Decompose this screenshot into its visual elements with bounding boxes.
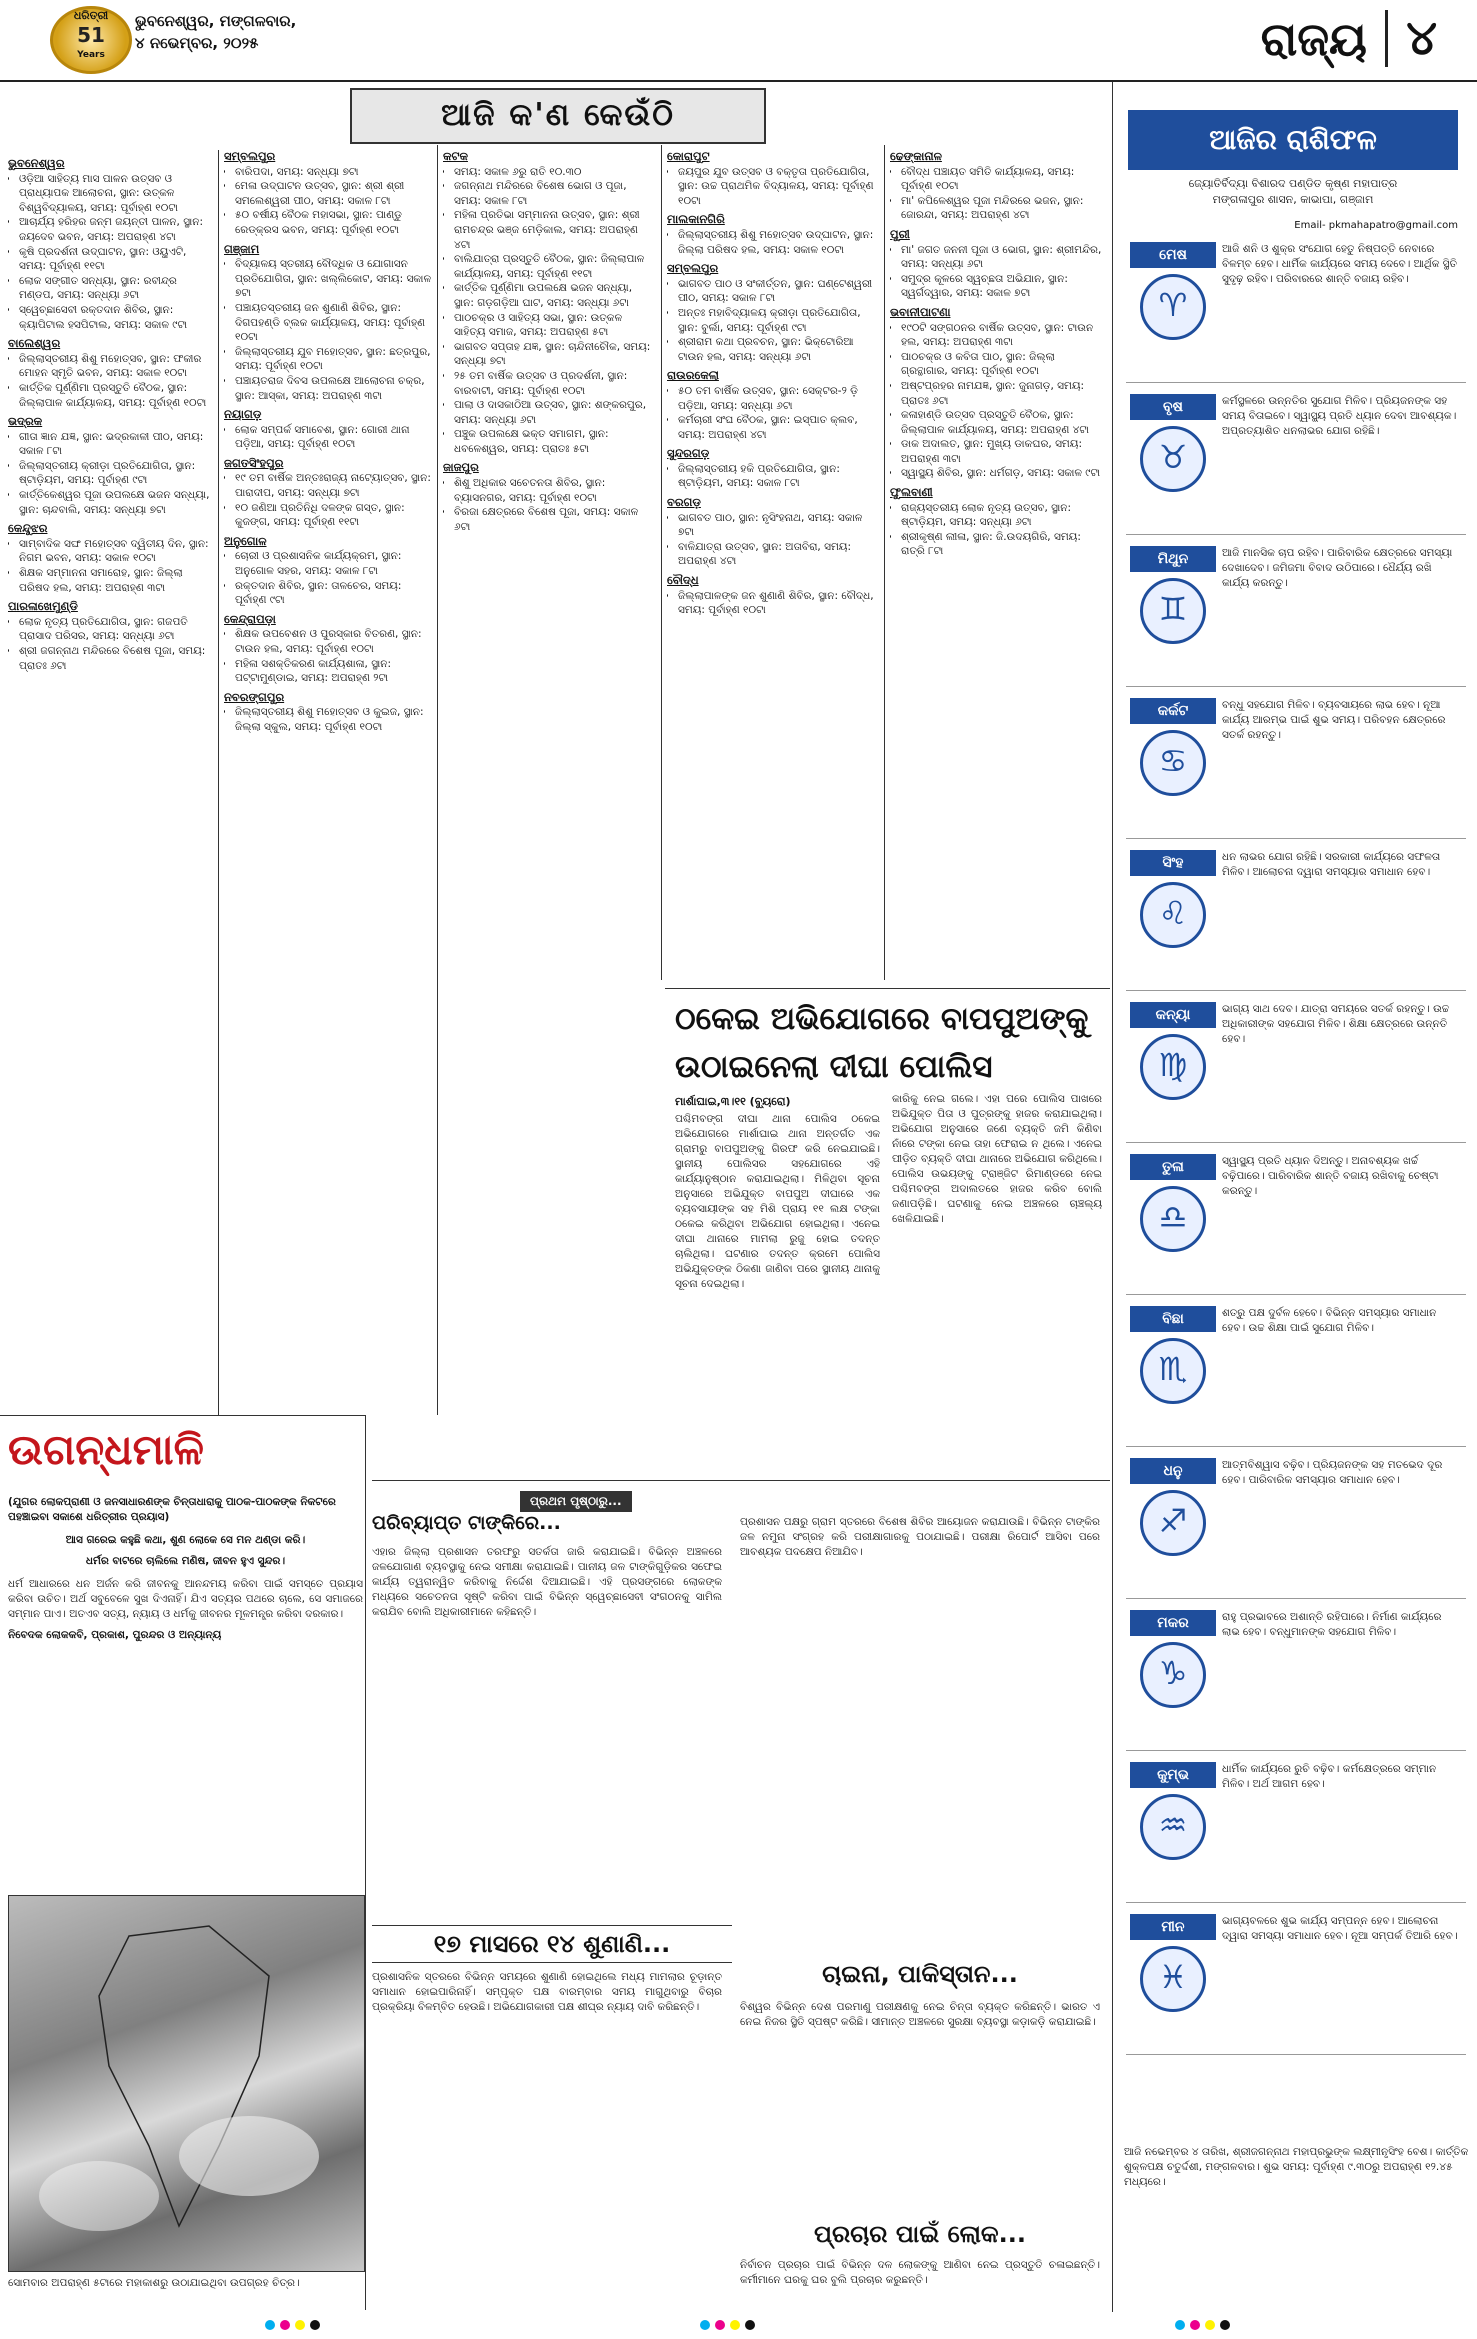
sign-prediction: ଆତ୍ମବିଶ୍ୱାସ ବଢ଼ିବ। ପ୍ରିୟଜନଙ୍କ ସହ ମତଭେଦ ଦୂର ହେବ। ପାରିବାରିକ ସମସ୍ୟାର ସମାଧାନ ହେବ। bbox=[1222, 1459, 1443, 1486]
event-item: • ବୌଦ୍ଧ ପଞ୍ଚାୟତ ସମିତି କାର୍ଯ୍ୟାଳୟ, ସମୟ: ପୂର୍ବାହ୍ଣ ୧୦ଟା bbox=[901, 165, 1102, 194]
sign-prediction: ରାହୁ ପ୍ରଭାବରେ ଅଶାନ୍ତି ରହିପାରେ। ନିର୍ମାଣ କାର୍ଯ୍ୟରେ ଲାଭ ହେବ। ବନ୍ଧୁମାନଙ୍କ ସହଯୋଗ ମିଳିବ। bbox=[1222, 1611, 1442, 1638]
event-item: • କାର୍ତ୍ତିକ ପୂର୍ଣ୍ଣିମା ଉପଲକ୍ଷେ ଭଜନ ସନ୍ଧ୍ୟା, ସ୍ଥାନ: ଗଡ଼ଗଡ଼ିଆ ଘାଟ, ସମୟ: ସନ୍ଧ୍ୟା ୬ଟା bbox=[454, 281, 655, 310]
section-title: ରାଜ୍ୟ bbox=[1260, 12, 1367, 66]
event-item: • ପଞ୍ଚାୟତରାଜ ଦିବସ ଉପଲକ୍ଷେ ଆଲୋଚନା ଚକ୍ର, ସ୍ଥାନ: ଆସ୍କା, ସମୟ: ଅପରାହ୍ଣ ୩ଟା bbox=[235, 374, 432, 403]
horoscope-sign-block bbox=[1126, 236, 1466, 383]
event-item: • କାର୍ତ୍ତିକେଶ୍ୱର ପୂଜା ଉପଲକ୍ଷେ ଭଜନ ସନ୍ଧ୍ୟା, ସ୍ଥାନ: ଚାନ୍ଦବାଲି, ସମୟ: ସନ୍ଧ୍ୟା ୭ଟା bbox=[19, 488, 213, 517]
event-item: • ସମୁଦ୍ର କୂଳରେ ସ୍ୱଚ୍ଛତା ଅଭିଯାନ, ସ୍ଥାନ: ସ୍ୱର୍ଗଦ୍ୱାର, ସମୟ: ସକାଳ ୭ଟା bbox=[901, 272, 1102, 301]
event-place-heading: ଢେଙ୍କାନାଳ bbox=[890, 149, 942, 163]
quote-verse-1: ଆସ ଗରେଇ କହୁଛି କଥା, ଶୁଣ ଲୋକେ ସେ ମନ ଥଣ୍ଡା କରି। bbox=[65, 1534, 306, 1546]
event-item: • ଶିକ୍ଷକ ସମ୍ମାନନା ସମାରୋହ, ସ୍ଥାନ: ଜିଲ୍ଲା ପରିଷଦ ହଲ, ସମୟ: ଅପରାହ୍ଣ ୩ଟା bbox=[19, 566, 213, 595]
story-dateline: ମାର୍ଶାଘାଇ,୩।୧୧ (ବ୍ୟୁରୋ) bbox=[675, 1095, 791, 1108]
event-place-heading: ସମ୍ବଲପୁର bbox=[667, 261, 719, 276]
event-list bbox=[667, 277, 879, 365]
continued-column-1: ଏହାର ଜିଲ୍ଲା ପ୍ରଶାସନ ତରଫରୁ ସତର୍କତା ଜାରି କରାଯାଇଛି। ବିଭିନ୍ନ ଅଞ୍ଚଳରେ ଜଳଯୋଗାଣ ବ୍ୟବସ୍ଥାକୁ ନେଇ ସମୀକ୍ଷା କରାଯାଇଛି। ପାନୀୟ ଜଳ ଟାଙ୍କିଗୁଡ଼ିକର ସଫେଇ କାର୍ଯ୍ୟ ତ୍ୱରାନ୍ୱିତ କରିବାକୁ ନିର୍ଦ୍ଦେଶ ଦିଆଯାଇଛି। ଏହି ପ୍ରସଙ୍ଗରେ ଲୋକଙ୍କ ମଧ୍ୟରେ ସଚେତନତା ସୃଷ୍ଟି କରିବା ପାଇଁ ବିଭିନ୍ନ ସ୍ୱେଚ୍ଛାସେବୀ ସଂଗଠନକୁ ସାମିଲ କରାଯିବ ବୋଲି ଅଧିକାରୀମାନେ କହିଛନ୍ତି। bbox=[372, 1546, 722, 1618]
sign-name: ବିଛା bbox=[1130, 1306, 1216, 1332]
sign-prediction: ବନ୍ଧୁ ସହଯୋଗ ମିଳିବ। ବ୍ୟବସାୟରେ ଲାଭ ହେବ। ନୂଆ କାର୍ଯ୍ୟ ଆରମ୍ଭ ପାଇଁ ଶୁଭ ସମୟ। ପରିବହନ କ୍ଷେତ୍ରରେ ସତର୍କ ରହନ୍ତୁ। bbox=[1222, 699, 1446, 741]
zodiac-icon: ♎ bbox=[1140, 1186, 1206, 1252]
event-item: • ବାଳିଯାତ୍ରା ଉତ୍ସବ, ସ୍ଥାନ: ଅତାବିରା, ସମୟ: ଅପରାହ୍ଣ ୪ଟା bbox=[678, 540, 879, 569]
event-item: • ମେଳା ଉଦ୍‌ଘାଟନ ଉତ୍ସବ, ସ୍ଥାନ: ଶ୍ରୀ ଶ୍ରୀ ସମଲେଶ୍ୱରୀ ପୀଠ, ସମୟ: ସକାଳ ୮ଟା bbox=[235, 179, 432, 208]
event-item: • ମହିଳା ସଶକ୍ତିକରଣ କାର୍ଯ୍ୟଶାଳା, ସ୍ଥାନ: ପଟ୍ଟାମୁଣ୍ଡାଇ, ସମୟ: ଅପରାହ୍ଣ ୨ଟା bbox=[235, 657, 432, 686]
zodiac-icon: ♏ bbox=[1140, 1338, 1206, 1404]
event-item: • ବିଦ୍ୟାଳୟ ସ୍ତରୀୟ ବୌଦ୍ଧିକ ଓ ଯୋଗାସନ ପ୍ରତିଯୋଗିତା, ସ୍ଥାନ: ଖଲ୍ଲିକୋଟ, ସମୟ: ସକାଳ ୭ଟା bbox=[235, 257, 432, 301]
event-list bbox=[8, 172, 213, 333]
events-column-4 bbox=[667, 145, 879, 980]
event-item: • ସ୍ୱାସ୍ଥ୍ୟ ଶିବିର, ସ୍ଥାନ: ଧର୍ମଗଡ଼, ସମୟ: ସକାଳ ୯ଟା bbox=[901, 466, 1102, 481]
zodiac-icon: ♑ bbox=[1140, 1642, 1206, 1708]
horoscope-sign-block bbox=[1126, 996, 1466, 1143]
event-item: • ୫୦ ବର୍ଷୀୟ ବୈଠକ ମହାସଭା, ସ୍ଥାନ: ପାଣ୍ଡୁ ରେଡ୍‌କ୍ରସ ଭବନ, ସମୟ: ପୂର୍ବାହ୍ଣ ୧୦ଟା bbox=[235, 208, 432, 237]
quote-verse-2: ଧର୍ମର ବାଟରେ ଚାଲିଲେ ମଣିଷ, ଜୀବନ ହୁଏ ସୁନ୍ଦର। bbox=[85, 1555, 286, 1567]
horoscope-sign-block bbox=[1126, 844, 1466, 991]
hearings-text: ପ୍ରଶାସନିକ ସ୍ତରରେ ବିଭିନ୍ନ ସମୟରେ ଶୁଣାଣି ହୋଇଥିଲେ ମଧ୍ୟ ମାମଲାର ଚୂଡ଼ାନ୍ତ ସମାଧାନ ହୋଇପାରିନାହିଁ। ସମ୍ପୃକ୍ତ ପକ୍ଷ ବାରମ୍ବାର ସମୟ ମାଗୁଥିବାରୁ ବିଚାର ପ୍ରକ୍ରିୟା ବିଳମ୍ବିତ ହେଉଛି। ଅଭିଯୋଗକାରୀ ପକ୍ଷ ଶୀଘ୍ର ନ୍ୟାୟ ଦାବି କରିଛନ୍ତି। bbox=[372, 1971, 722, 2013]
event-item: • ବିରଜା କ୍ଷେତ୍ରରେ ବିଶେଷ ପୂଜା, ସମୟ: ସକାଳ ୬ଟା bbox=[454, 505, 655, 534]
event-item: • ଜିଲ୍ଲାସ୍ତରୀୟ ଯୁବ ମହୋତ୍ସବ, ସ୍ଥାନ: ଛତ୍ରପୁର, ସମୟ: ପୂର୍ବାହ୍ଣ ୧୦ଟା bbox=[235, 345, 432, 374]
event-list bbox=[8, 537, 213, 595]
event-item: • ଶ୍ରୀ ଜଗନ୍ନାଥ ମନ୍ଦିରରେ ବିଶେଷ ପୂଜା, ସମୟ: ପ୍ରାତଃ ୬ଟା bbox=[19, 644, 213, 673]
event-list bbox=[667, 165, 879, 209]
zodiac-icon: ♐ bbox=[1140, 1490, 1206, 1556]
event-place-heading: ଭୁବନେଶ୍ୱର bbox=[8, 156, 65, 170]
logo-name: ଧରିତ୍ରୀ bbox=[73, 9, 109, 22]
zodiac-icon: ♓ bbox=[1140, 1946, 1206, 2012]
event-item: • ଜିଲ୍ଲାପାଳଙ୍କ ଜନ ଶୁଣାଣି ଶିବିର, ସ୍ଥାନ: ବୌଦ୍ଧ, ସମୟ: ପୂର୍ବାହ୍ଣ ୧୦ଟା bbox=[678, 589, 879, 618]
today-events-banner: ଆଜି କ'ଣ କେଉଁଠି bbox=[350, 88, 766, 144]
quote-text: ଧର୍ମ ଆଧାରରେ ଧନ ଅର୍ଜନ କରି ଜୀବନକୁ ଆନନ୍ଦମୟ କରିବା ପାଇଁ ସମସ୍ତେ ପ୍ରୟାସ କରିବା ଉଚିତ। ଅର୍ଥ ସବୁବେଳେ ସୁଖ ଦିଏନାହିଁ। ଯିଏ ସତ୍ୟର ପଥରେ ଚାଲେ, ସେ ସମାଜରେ ସମ୍ମାନ ପାଏ। ଅତଏବ ସତ୍ୟ, ନ୍ୟାୟ ଓ ଧର୍ମକୁ ଜୀବନର ମୂଳମନ୍ତ୍ର କରିବା ଦରକାର। bbox=[8, 1578, 363, 1620]
event-place-heading: ଅନୁଗୋଳ bbox=[224, 533, 267, 548]
event-item: • ଜୟପୁର ଯୁବ ଉତ୍ସବ ଓ ବକ୍ତୃତା ପ୍ରତିଯୋଗିତା, ସ୍ଥାନ: ଉଚ୍ଚ ପ୍ରାଥମିକ ବିଦ୍ୟାଳୟ, ସମୟ: ପୂର୍ବାହ୍ଣ ୧୦ଟା bbox=[678, 165, 879, 209]
event-list bbox=[224, 705, 432, 734]
page-number: ୪ bbox=[1385, 10, 1437, 67]
event-place-heading: ମାଲକାନଗିରି bbox=[667, 212, 725, 227]
event-item: • ଜିଲ୍ଲାସ୍ତରୀୟ ଶିଶୁ ମହୋତ୍ସବ ଉଦ୍‌ଘାଟନ, ସ୍ଥାନ: ଜିଲ୍ଲା ପରିଷଦ ହଲ, ସମୟ: ସକାଳ ୧୦ଟା bbox=[678, 228, 879, 257]
horoscope-sign-block bbox=[1126, 1908, 1466, 2055]
event-list bbox=[443, 476, 655, 534]
date-line-2: ୪ ନଭେମ୍ବର, ୨୦୨୫ bbox=[135, 34, 259, 52]
event-place-heading: ପୁରୀ bbox=[890, 226, 910, 241]
anniversary-logo bbox=[50, 6, 132, 74]
event-list bbox=[667, 228, 879, 257]
event-list bbox=[224, 257, 432, 403]
events-column-5 bbox=[890, 145, 1102, 980]
event-list bbox=[667, 511, 879, 569]
event-place-heading: ନୟାଗଡ଼ bbox=[224, 407, 262, 422]
event-item: • ଗୀତା ଜ୍ଞାନ ଯଜ୍ଞ, ସ୍ଥାନ: ଭଦ୍ରକାଳୀ ପୀଠ, ସମୟ: ସକାଳ ୮ଟା bbox=[19, 430, 213, 459]
horoscope-sign-block bbox=[1126, 540, 1466, 687]
sign-name: ମେଷ bbox=[1130, 242, 1216, 268]
event-item: • ଲୋକ ସଙ୍ଗୀତ ସନ୍ଧ୍ୟା, ସ୍ଥାନ: ରବୀନ୍ଦ୍ର ମଣ୍ଡପ, ସମୟ: ସନ୍ଧ୍ୟା ୬ଟା bbox=[19, 274, 213, 303]
horoscope-sign-block bbox=[1126, 1300, 1466, 1447]
sign-name: କନ୍ୟା bbox=[1130, 1002, 1216, 1028]
print-registration-bar bbox=[0, 2312, 1477, 2339]
event-place-heading: ଗଞ୍ଜାମ bbox=[224, 241, 260, 256]
logo-years: Years bbox=[77, 50, 105, 60]
events-column-1 bbox=[8, 152, 213, 1412]
event-item: • ସାମ୍ବାଦିକ ସଙ୍ଘ ମହୋତ୍ସବ ଦ୍ୱିତୀୟ ଦିନ, ସ୍ଥାନ: ନିଗମ ଭବନ, ସମୟ: ସକାଳ ୧୦ଟା bbox=[19, 537, 213, 566]
event-item: • ଶ୍ରୀରାମ କଥା ପ୍ରବଚନ, ସ୍ଥାନ: ଭିକ୍ଟୋରିଆ ଟାଉନ ହଲ, ସମୟ: ସନ୍ଧ୍ୟା ୬ଟା bbox=[678, 335, 879, 364]
quote-box-title: ଉଗନ୍ଧମାଳି bbox=[8, 1425, 204, 1474]
horoscope-sign-block bbox=[1126, 1452, 1466, 1599]
event-item: • ଅଷ୍ଟପ୍ରହର ନାମଯଜ୍ଞ, ସ୍ଥାନ: ଜୁନାଗଡ଼, ସମୟ: ପ୍ରାତଃ ୬ଟା bbox=[901, 379, 1102, 408]
event-item: • ସମୟ: ସକାଳ ୬ରୁ ରାତି ୧୦.୩୦ bbox=[454, 165, 655, 180]
event-place-heading: ସମ୍ବଲପୁର bbox=[224, 149, 276, 163]
sign-name: ମୀନ bbox=[1130, 1914, 1216, 1940]
event-place-heading: ରାଉରକେଲା bbox=[667, 368, 719, 383]
sign-name: ଧନୁ bbox=[1130, 1458, 1216, 1484]
event-place-heading: କେନ୍ଦୁଝର bbox=[8, 521, 48, 536]
event-list bbox=[890, 243, 1102, 301]
event-item: • ଶ୍ରୀକୃଷ୍ଣ ଲୀଳା, ସ୍ଥାନ: ଜି.ଉଦୟଗିରି, ସମୟ: ରାତ୍ରି ୮ଟା bbox=[901, 530, 1102, 559]
continued-label: ପ୍ରଥମ ପୃଷ୍ଠାରୁ... bbox=[520, 1491, 632, 1512]
horoscope-sign-block bbox=[1126, 1148, 1466, 1295]
event-item: • ଡାକ ଅଦାଲତ, ସ୍ଥାନ: ମୁଖ୍ୟ ଡାକଘର, ସମୟ: ଅପରାହ୍ଣ ୩ଟା bbox=[901, 437, 1102, 466]
event-place-heading: କୋରାପୁଟ bbox=[667, 149, 710, 163]
event-item: • ୫୦ ତମ ବାର୍ଷିକ ଉତ୍ସବ, ସ୍ଥାନ: ସେକ୍ଟର-୨ ଡ଼ି ପଡ଼ିଆ, ସମୟ: ସନ୍ଧ୍ୟା ୬ଟା bbox=[678, 384, 879, 413]
astrologer-info bbox=[1128, 176, 1458, 208]
event-place-heading: ବରଗଡ଼ bbox=[667, 495, 701, 510]
events-column-3 bbox=[443, 145, 655, 1415]
sign-prediction: ଭାଗ୍ୟ ସାଥ ଦେବ। ଯାତ୍ରା ସମୟରେ ସତର୍କ ରହନ୍ତୁ। ଉଚ୍ଚ ଅଧିକାରୀଙ୍କ ସହଯୋଗ ମିଳିବ। ଶିକ୍ଷା କ୍ଷେତ୍ରରେ ଉନ୍ନତି ହେବ। bbox=[1222, 1003, 1450, 1045]
sign-name: ସିଂହ bbox=[1130, 850, 1216, 876]
event-item: • କର୍ମଚାରୀ ସଂଘ ବୈଠକ, ସ୍ଥାନ: ଇସ୍ପାତ କ୍ଲବ, ସମୟ: ଅପରାହ୍ଣ ୪ଟା bbox=[678, 413, 879, 442]
zodiac-icon: ♌ bbox=[1140, 882, 1206, 948]
story-headline: ଠକେଇ ଅଭିଯୋଗରେ ବାପପୁଅଙ୍କୁ ଉଠାଇନେଲା ଦୀଘା ପୋଲିସ bbox=[675, 1001, 1089, 1085]
event-list bbox=[8, 352, 213, 410]
event-list bbox=[224, 423, 432, 452]
event-item: • ୧୯୦ଟି ସଙ୍ଗଠନର ବାର୍ଷିକ ଉତ୍ସବ, ସ୍ଥାନ: ଟାଉନ ହଲ, ସମୟ: ଅପରାହ୍ଣ ୩ଟା bbox=[901, 321, 1102, 350]
event-item: • ଲୋକ ନୃତ୍ୟ ପ୍ରତିଯୋଗିତା, ସ୍ଥାନ: ଗଜପତି ପ୍ରାସାଦ ପରିସର, ସମୟ: ସନ୍ଧ୍ୟା ୬ଟା bbox=[19, 615, 213, 644]
event-item: • ପଞ୍ଚୁକ ଉପଲକ୍ଷେ ଭକ୍ତ ସମାଗମ, ସ୍ଥାନ: ଧବଳେଶ୍ୱର, ସମୟ: ପ୍ରାତଃ ୫ଟା bbox=[454, 427, 655, 456]
quote-box-body bbox=[8, 1495, 363, 1643]
continued-column-2: ପ୍ରଶାସନ ପକ୍ଷରୁ ଗ୍ରାମ ସ୍ତରରେ ବିଶେଷ ଶିବିର ଆୟୋଜନ କରାଯାଉଛି। ବିଭିନ୍ନ ଟାଙ୍କିର ଜଳ ନମୁନା ସଂଗ୍ରହ କରି ପରୀକ୍ଷାଗାରକୁ ପଠାଯାଇଛି। ପରୀକ୍ଷା ରିପୋର୍ଟ ଆସିବା ପରେ ଆବଶ୍ୟକ ପଦକ୍ଷେପ ନିଆଯିବ। bbox=[740, 1516, 1100, 1558]
event-list bbox=[224, 627, 432, 685]
event-item: • ଭାଗବତ ପାଠ ଓ ସଂକୀର୍ତ୍ତନ, ସ୍ଥାନ: ଘଣ୍ଟେଶ୍ୱରୀ ପୀଠ, ସମୟ: ସକାଳ ୮ଟା bbox=[678, 277, 879, 306]
event-item: • ମା' କପିଳେଶ୍ୱର ପୂଜା ମନ୍ଦିରରେ ଭଜନ, ସ୍ଥାନ: ଜୋରନ୍ଦା, ସମୟ: ଅପରାହ୍ଣ ୪ଟା bbox=[901, 194, 1102, 223]
event-list bbox=[890, 165, 1102, 223]
zodiac-icon: ♊ bbox=[1140, 578, 1206, 644]
event-place-heading: ସୁନ୍ଦରଗଡ଼ bbox=[667, 446, 710, 461]
sign-name: କର୍କଟ bbox=[1130, 698, 1216, 724]
event-list bbox=[890, 321, 1102, 482]
event-place-heading: ଫୁଲବାଣୀ bbox=[890, 485, 933, 500]
subheading-hearings: ୧୭ ମାସରେ ୧୪ ଶୁଣାଣି... bbox=[372, 1925, 732, 1963]
event-place-heading: ବୌଦ୍ଧ bbox=[667, 573, 699, 588]
sign-prediction: ସ୍ୱାସ୍ଥ୍ୟ ପ୍ରତି ଧ୍ୟାନ ଦିଅନ୍ତୁ। ଅନାବଶ୍ୟକ ଖର୍ଚ୍ଚ ବଢ଼ିପାରେ। ପାରିବାରିକ ଶାନ୍ତି ବଜାୟ ରଖିବାକୁ ଚେଷ୍ଟା କରନ୍ତୁ। bbox=[1222, 1155, 1439, 1197]
subheading-campaign: ପ୍ରଚାର ପାଇଁ ଲୋକ... bbox=[814, 2220, 1026, 2248]
story-column-2: କାରିକୁ ନେଇ ଗଲେ। ଏହା ପରେ ପୋଲିସ ପାଖରେ ଅଭିଯୁକ୍ତ ପିତା ଓ ପୁତ୍ରଙ୍କୁ ହାଜର କରାଯାଇଥିଲା। ଅଭିଯୋଗ ଅନୁସାରେ ଜଣେ ବ୍ୟକ୍ତି ଜମି କିଣିବା ନାଁରେ ଟଙ୍କା ନେଇ ତାହା ଫେରାଇ ନ ଥିଲେ। ଏନେଇ ପୀଡ଼ିତ ବ୍ୟକ୍ତି ଦୀଘା ଥାନାରେ ଅଭିଯୋଗ କରିଥିଲେ। ପୋଲିସ ଉଭୟଙ୍କୁ ଟ୍ରାଞ୍ଜିଟ ରିମାଣ୍ଡରେ ନେଇ ପଶ୍ଚିମବଙ୍ଗ ଅଦାଲତରେ ହାଜର କରିବ ବୋଲି ଜଣାପଡ଼ିଛି। ଘଟଣାକୁ ନେଇ ଅଞ୍ଚଳରେ ଚାଞ୍ଚଲ୍ୟ ଖେଳିଯାଇଛି। bbox=[892, 1093, 1102, 1225]
event-place-heading: ପାରଳାଖେମୁଣ୍ଡି bbox=[8, 599, 78, 614]
event-list bbox=[224, 165, 432, 238]
sign-prediction: ଶତ୍ରୁ ପକ୍ଷ ଦୁର୍ବଳ ହେବେ। ବିଭିନ୍ନ ସମସ୍ୟାର ସମାଧାନ ହେବ। ଉଚ୍ଚ ଶିକ୍ଷା ପାଇଁ ସୁଯୋଗ ମିଳିବ। bbox=[1222, 1307, 1437, 1334]
event-item: • ଶିକ୍ଷକ ଉପବେଶନ ଓ ପୁରସ୍କାର ବିତରଣ, ସ୍ଥାନ: ଟାଉନ ହଲ, ସମୟ: ପୂର୍ବାହ୍ଣ ୧୦ଟା bbox=[235, 627, 432, 656]
event-item: • କଳାହାଣ୍ଡି ଉତ୍ସବ ପ୍ରସ୍ତୁତି ବୈଠକ, ସ୍ଥାନ: ଜିଲ୍ଲାପାଳ କାର୍ଯ୍ୟାଳୟ, ସମୟ: ଅପରାହ୍ଣ ୪ଟା bbox=[901, 408, 1102, 437]
event-item: • ମହିଳା ପ୍ରତିଭା ସମ୍ମାନନା ଉତ୍ସବ, ସ୍ଥାନ: ଶ୍ରୀ ରାମଚନ୍ଦ୍ର ଭଞ୍ଜ ମେଡ଼ିକାଲ, ସମୟ: ଅପରାହ୍ଣ ୪ଟା bbox=[454, 208, 655, 252]
satellite-map-graphic bbox=[9, 1896, 364, 2271]
events-column-2 bbox=[224, 145, 432, 1415]
event-item: • ଚୋରୀ ଓ ପ୍ରଶାସନିକ କାର୍ଯ୍ୟକ୍ରମ, ସ୍ଥାନ: ଅନୁଗୋଳ ସହର, ସମୟ: ସକାଳ ୮ଟା bbox=[235, 549, 432, 578]
zodiac-icon: ♒ bbox=[1140, 1794, 1206, 1860]
sign-name: ମିଥୁନ bbox=[1130, 546, 1216, 572]
sign-name: ବୃଷ bbox=[1130, 394, 1216, 420]
event-item: • ଜିଲ୍ଲାସ୍ତରୀୟ କ୍ରୀଡ଼ା ପ୍ରତିଯୋଗିତା, ସ୍ଥାନ: ଷ୍ଟାଡ଼ିୟମ, ସମୟ: ପୂର୍ବାହ୍ଣ ୯ଟା bbox=[19, 459, 213, 488]
event-item: • ଭାଗବତ ସପ୍ତାହ ଯଜ୍ଞ, ସ୍ଥାନ: ଚାନ୍ଦିନୀଚୌକ, ସମୟ: ସନ୍ଧ୍ୟା ୭ଟା bbox=[454, 340, 655, 369]
event-list bbox=[890, 501, 1102, 559]
event-place-heading: ଜଗତସିଂହପୁର bbox=[224, 455, 284, 470]
zodiac-icon: ♉ bbox=[1140, 426, 1206, 492]
event-place-heading: ଜାଜପୁର bbox=[443, 460, 479, 475]
quote-signature: ନିବେଦକ ଲୋକକବି, ପ୍ରକାଶ, ପୁରନ୍ଦର ଓ ଅନ୍ୟାନ୍ୟ bbox=[8, 1629, 222, 1641]
story-column-1: ପଶ୍ଚିମବଙ୍ଗ ଦୀଘା ଥାନା ପୋଲିସ ଠକେଇ ଅଭିଯୋଗରେ ମାର୍ଶାଘାଇ ଥାନା ଅନ୍ତର୍ଗତ ଏକ ଗ୍ରାମରୁ ବାପପୁଅଙ୍କୁ ଗିରଫ କରି ନେଇଯାଇଛି। ସ୍ଥାନୀୟ ପୋଲିସର ସହଯୋଗରେ ଏହି କାର୍ଯ୍ୟାନୁଷ୍ଠାନ କରାଯାଇଥିଲା। ମିଳିଥିବା ସୂଚନା ଅନୁସାରେ ଅଭିଯୁକ୍ତ ବାପପୁଅ ଦୀଘାରେ ଏକ ବ୍ୟବସାୟୀଙ୍କ ସହ ମିଶି ପ୍ରାୟ ୧୧ ଲକ୍ଷ ଟଙ୍କା ଠକେଇ କରିଥିବା ଅଭିଯୋଗ ହୋଇଥିଲା। ଏନେଇ ଦୀଘା ଥାନାରେ ମାମଲା ରୁଜୁ ହୋଇ ତଦନ୍ତ ଚାଲିଥିଲା। ଘଟଣାର ତଦନ୍ତ କ୍ରମେ ପୋଲିସ ଅଭିଯୁକ୍ତଙ୍କ ଠିକଣା ଜାଣିବା ପରେ ସ୍ଥାନୀୟ ଥାନାକୁ ସୂଚନା ଦେଇଥିଲା। bbox=[675, 1113, 880, 1290]
astrologer-name: ଜ୍ୟୋତିର୍ବିଦ୍ୟା ବିଶାରଦ ପଣ୍ଡିତ କୃଷ୍ଣ ମହାପାତ୍ର bbox=[1188, 177, 1398, 190]
horoscope-sign-block bbox=[1126, 1604, 1466, 1751]
sign-prediction: ଆଜି ମାନସିକ ଚାପ ରହିବ। ପାରିବାରିକ କ୍ଷେତ୍ରରେ ସମସ୍ୟା ଦେଖାଦେବ। ଜମିଜମା ବିବାଦ ଉଠିପାରେ। ଧୈର୍ଯ୍ୟ ରଖି କାର୍ଯ୍ୟ କରନ୍ତୁ। bbox=[1222, 547, 1453, 589]
event-item: • ଜଗନ୍ନାଥ ମନ୍ଦିରରେ ବିଶେଷ ଭୋଗ ଓ ପୂଜା, ସମୟ: ସକାଳ ୮ଟା bbox=[454, 179, 655, 208]
zodiac-icon: ♈ bbox=[1140, 274, 1206, 340]
event-list bbox=[8, 430, 213, 518]
sign-name: କୁମ୍ଭ bbox=[1130, 1762, 1216, 1788]
horoscope-sign-block bbox=[1126, 1756, 1466, 1903]
zodiac-icon: ♍ bbox=[1140, 1034, 1206, 1100]
event-list bbox=[224, 549, 432, 607]
event-item: • ଭାଗବତ ପାଠ, ସ୍ଥାନ: ନୃସିଂହନାଥ, ସମୟ: ସକାଳ ୭ଟା bbox=[678, 511, 879, 540]
event-list bbox=[667, 462, 879, 491]
event-item: • ଜିଲ୍ଲାସ୍ତରୀୟ ହକି ପ୍ରତିଯୋଗିତା, ସ୍ଥାନ: ଷ୍ଟାଡ଼ିୟମ, ସମୟ: ସକାଳ ୮ଟା bbox=[678, 462, 879, 491]
event-list bbox=[8, 615, 213, 673]
event-item: • ଆଚାର୍ଯ୍ୟ ହରିହର ଜନ୍ମ ଜୟନ୍ତୀ ପାଳନ, ସ୍ଥାନ: ଜୟଦେବ ଭବନ, ସମୟ: ଅପରାହ୍ଣ ୪ଟା bbox=[19, 215, 213, 244]
sign-prediction: ଆଜି ଶନି ଓ ଶୁକ୍ର ସଂଯୋଗ ହେତୁ ନିଷ୍ପତ୍ତି ନେବାରେ ବିଳମ୍ବ ହେବ। ଧାର୍ମିକ କାର୍ଯ୍ୟରେ ସମୟ ଦେବେ। ଆର୍ଥିକ ସ୍ଥିତି ସୁଦୃଢ଼ ରହିବ। ପରିବାରରେ ଶାନ୍ତି ବଜାୟ ରହିବ। bbox=[1222, 243, 1457, 285]
subheading-china-pakistan: ଚାଇନା, ପାକିସ୍ତାନ... bbox=[822, 1960, 1018, 1988]
event-item: • ବାଲିଯାତ୍ରା ପ୍ରସ୍ତୁତି ବୈଠକ, ସ୍ଥାନ: ଜିଲ୍ଲାପାଳ କାର୍ଯ୍ୟାଳୟ, ସମୟ: ପୂର୍ବାହ୍ଣ ୧୧ଟା bbox=[454, 252, 655, 281]
event-item: • ରାଜ୍ୟସ୍ତରୀୟ ଲୋକ ନୃତ୍ୟ ଉତ୍ସବ, ସ୍ଥାନ: ଷ୍ଟାଡ଼ିୟମ, ସମୟ: ସନ୍ଧ୍ୟା ୬ଟା bbox=[901, 501, 1102, 530]
horoscope-sign-block bbox=[1126, 692, 1466, 839]
event-place-heading: କେନ୍ଦ୍ରାପଡ଼ା bbox=[224, 611, 276, 626]
event-item: • ସ୍ୱେଚ୍ଛାସେବୀ ରକ୍ତଦାନ ଶିବିର, ସ୍ଥାନ: କ୍ୟାପିଟାଲ ହସପିଟାଲ, ସମୟ: ସକାଳ ୯ଟା bbox=[19, 303, 213, 332]
horoscope-sign-block bbox=[1126, 388, 1466, 535]
astrologer-email: Email- pkmahapatro@gmail.com bbox=[1294, 220, 1458, 231]
event-list bbox=[667, 589, 879, 618]
sign-name: ତୁଳା bbox=[1130, 1154, 1216, 1180]
dateline bbox=[135, 10, 296, 54]
event-item: • ପଞ୍ଚାୟତସ୍ତରୀୟ ଜନ ଶୁଣାଣି ଶିବିର, ସ୍ଥାନ: ଦିଗପହଣ୍ଡି ବ୍ଲକ କାର୍ଯ୍ୟାଳୟ, ସମୟ: ପୂର୍ବାହ୍ଣ ୧୦ଟା bbox=[235, 301, 432, 345]
event-list bbox=[443, 165, 655, 457]
date-line-1: ଭୁବନେଶ୍ୱର, ମଙ୍ଗଳବାର, bbox=[135, 12, 297, 30]
event-item: • ପାଲା ଓ ଦାସକାଠିଆ ଉତ୍ସବ, ସ୍ଥାନ: ଶଙ୍କରପୁର, ସମୟ: ସନ୍ଧ୍ୟା ୬ଟା bbox=[454, 398, 655, 427]
event-item: • ପାଠଚକ୍ର ଓ ସାହିତ୍ୟ ସଭା, ସ୍ଥାନ: ଉତ୍କଳ ସାହିତ୍ୟ ସମାଜ, ସମୟ: ଅପରାହ୍ଣ ୫ଟା bbox=[454, 311, 655, 340]
event-list bbox=[667, 384, 879, 442]
continued-headline: ପରିବ୍ୟାପ୍ତ ଟାଙ୍କିରେ... bbox=[372, 1512, 561, 1534]
satellite-weather-image bbox=[8, 1895, 365, 2272]
event-item: • ୨୫ ତମ ବାର୍ଷିକ ଉତ୍ସବ ଓ ପ୍ରଦର୍ଶନୀ, ସ୍ଥାନ: ବାରବାଟୀ, ସମୟ: ପୂର୍ବାହ୍ଣ ୧୦ଟା bbox=[454, 369, 655, 398]
sign-prediction: ଧନ ଲାଭର ଯୋଗ ରହିଛି। ସରକାରୀ କାର୍ଯ୍ୟରେ ସଫଳତା ମିଳିବ। ଆଲୋଚନା ଦ୍ୱାରା ସମସ୍ୟାର ସମାଧାନ ହେବ। bbox=[1222, 851, 1441, 878]
event-place-heading: କଟକ bbox=[443, 149, 468, 163]
event-item: • କୃଷି ପ୍ରଦର୍ଶନୀ ଉଦ୍‌ଘାଟନ, ସ୍ଥାନ: ଓୟୁଏଟି, ସମୟ: ପୂର୍ବାହ୍ଣ ୧୧ଟା bbox=[19, 245, 213, 274]
horoscope-header: ଆଜିର ରାଶିଫଳ bbox=[1128, 110, 1458, 170]
event-place-heading: ଭବାନୀପାଟଣା bbox=[890, 304, 951, 319]
logo-number: 51 bbox=[77, 23, 105, 47]
event-place-heading: ଭଦ୍ରକ bbox=[8, 414, 43, 429]
event-item: • ଲୋକ ସମ୍ପର୍କ ସମାବେଶ, ସ୍ଥାନ: ଗୋରୀ ଥାନା ପଡ଼ିଆ, ସମୟ: ପୂର୍ବାହ୍ଣ ୧୦ଟା bbox=[235, 423, 432, 452]
event-item: • ରକ୍ତଦାନ ଶିବିର, ସ୍ଥାନ: ତାଳଚେର, ସମୟ: ପୂର୍ବାହ୍ଣ ୯ଟା bbox=[235, 579, 432, 608]
event-item: • ଶିଶୁ ଅଧିକାର ସଚେତନତା ଶିବିର, ସ୍ଥାନ: ବ୍ୟାସନଗର, ସମୟ: ପୂର୍ବାହ୍ଣ ୧୦ଟା bbox=[454, 476, 655, 505]
event-item: • କାର୍ତ୍ତିକ ପୂର୍ଣ୍ଣିମା ପ୍ରସ୍ତୁତି ବୈଠକ, ସ୍ଥାନ: ଜିଲ୍ଲାପାଳ କାର୍ଯ୍ୟାଳୟ, ସମୟ: ପୂର୍ବାହ୍ଣ ୧୦ଟା bbox=[19, 381, 213, 410]
event-place-heading: ନବରଙ୍ଗପୁର bbox=[224, 689, 285, 704]
event-item: • ଜିଲ୍ଲାସ୍ତରୀୟ ଶିଶୁ ମହୋତ୍ସବ ଓ କୁଇଜ, ସ୍ଥାନ: ଜିଲ୍ଲା ସ୍କୁଲ, ସମୟ: ପୂର୍ବାହ୍ଣ ୧୦ଟା bbox=[235, 705, 432, 734]
event-item: • ଜିଲ୍ଲାସ୍ତରୀୟ ଶିଶୁ ମହୋତ୍ସବ, ସ୍ଥାନ: ଫକୀର ମୋହନ ସ୍ମୃତି ଭବନ, ସମୟ: ସକାଳ ୧୦ଟା bbox=[19, 352, 213, 381]
event-item: • ଅନ୍ତଃ ମହାବିଦ୍ୟାଳୟ କ୍ରୀଡ଼ା ପ୍ରତିଯୋଗିତା, ସ୍ଥାନ: ବୁର୍ଲା, ସମୟ: ପୂର୍ବାହ୍ଣ ୯ଟା bbox=[678, 306, 879, 335]
astrologer-address: ମଙ୍ଗଳାପୁର ଶାସନ, କାଭାପା, ଗଞ୍ଜାମ bbox=[1212, 193, 1374, 206]
event-item: • ଓଡ଼ିଆ ସାହିତ୍ୟ ମାସ ପାଳନ ଉତ୍ସବ ଓ ପ୍ରାଧ୍ୟାପକ ଆଲୋଚନା, ସ୍ଥାନ: ଉତ୍କଳ ବିଶ୍ୱବିଦ୍ୟାଳୟ, ସମୟ: ପୂର୍ବାହ୍ଣ ୧୦ଟା bbox=[19, 172, 213, 216]
event-item: • ପାଠଚକ୍ର ଓ କବିତା ପାଠ, ସ୍ଥାନ: ଜିଲ୍ଲା ଗ୍ରନ୍ଥାଗାର, ସମୟ: ପୂର୍ବାହ୍ଣ ୧୦ଟା bbox=[901, 350, 1102, 379]
china-pakistan-text: ବିଶ୍ୱର ବିଭିନ୍ନ ଦେଶ ପରମାଣୁ ପରୀକ୍ଷଣକୁ ନେଇ ଚିନ୍ତା ବ୍ୟକ୍ତ କରିଛନ୍ତି। ଭାରତ ଏ ନେଇ ନିଜର ସ୍ଥିତି ସ୍ପଷ୍ଟ କରିଛି। ସୀମାନ୍ତ ଅଞ୍ଚଳରେ ସୁରକ୍ଷା ବ୍ୟବସ୍ଥା କଡ଼ାକଡ଼ି କରାଯାଇଛି। bbox=[740, 2001, 1100, 2028]
panchang-note: ଆଜି ନଭେମ୍ବର ୪ ତାରିଖ, ଶ୍ରୀଜଗନ୍ନାଥ ମହାପ୍ରଭୁଙ୍କ ଲକ୍ଷ୍ମୀନୃସିଂହ ବେଶ। କାର୍ତ୍ତିକ ଶୁକ୍ଳପକ୍ଷ ଚତୁର୍ଦ୍ଦଶୀ, ମଙ୍ଗଳବାର। ଶୁଭ ସମୟ: ପୂର୍ବାହ୍ଣ ୯.୩୦ରୁ ଅପରାହ୍ଣ ୧୨.୪୫ ମଧ୍ୟରେ। bbox=[1124, 2146, 1469, 2188]
event-item: • ମା' ଜଗତ ଜନନୀ ପୂଜା ଓ ଭୋଗ, ସ୍ଥାନ: ଶ୍ରୀମନ୍ଦିର, ସମୟ: ସନ୍ଧ୍ୟା ୬ଟା bbox=[901, 243, 1102, 272]
masthead bbox=[0, 0, 1477, 82]
sign-prediction: ଧାର୍ମିକ କାର୍ଯ୍ୟରେ ରୁଚି ବଢ଼ିବ। କର୍ମକ୍ଷେତ୍ରରେ ସମ୍ମାନ ମିଳିବ। ଅର୍ଥ ଆଗମ ହେବ। bbox=[1222, 1763, 1437, 1790]
campaign-text: ନିର୍ବାଚନ ପ୍ରଚାର ପାଇଁ ବିଭିନ୍ନ ଦଳ ଲୋକଙ୍କୁ ଆଣିବା ନେଇ ପ୍ରସ୍ତୁତି ଚଳାଇଛନ୍ତି। କର୍ମୀମାନେ ଘରକୁ ଘର ବୁଲି ପ୍ରଚାର କରୁଛନ୍ତି। bbox=[740, 2259, 1100, 2286]
sign-name: ମକର bbox=[1130, 1610, 1216, 1636]
sign-prediction: କର୍ମସ୍ଥଳରେ ଉନ୍ନତିର ସୁଯୋଗ ମିଳିବ। ପ୍ରିୟଜନଙ୍କ ସହ ସମୟ ବିତାଇବେ। ସ୍ୱାସ୍ଥ୍ୟ ପ୍ରତି ଧ୍ୟାନ ଦେବା ଆବଶ୍ୟକ। ଅପ୍ରତ୍ୟାଶିତ ଧନଲାଭର ଯୋଗ ରହିଛି। bbox=[1222, 395, 1457, 437]
event-list bbox=[224, 471, 432, 529]
event-place-heading: ବାଲେଶ୍ୱର bbox=[8, 336, 61, 351]
event-item: • ୧୯ ତମ ବାର୍ଷିକ ଅନ୍ତଃରାଜ୍ୟ ନାଟ୍ୟୋତ୍ସବ, ସ୍ଥାନ: ପାରାଦୀପ, ସମୟ: ସନ୍ଧ୍ୟା ୭ଟା bbox=[235, 471, 432, 500]
zodiac-icon: ♋ bbox=[1140, 730, 1206, 796]
weather-caption: ସୋମବାର ଅପରାହ୍ଣ ୫ଟାରେ ମହାକାଶରୁ ଉଠାଯାଇଥିବା ଉପଗ୍ରହ ଚିତ୍ର। bbox=[8, 2277, 300, 2289]
event-item: • ୧୦ ଜଣିଆ ପ୍ରତିନିଧି ଦଳଙ୍କ ଗସ୍ତ, ସ୍ଥାନ: କୁଜଙ୍ଗ, ସମୟ: ପୂର୍ବାହ୍ଣ ୧୧ଟା bbox=[235, 501, 432, 530]
quote-intro: (ଯୁଗର ଲୋକପ୍ରାଣୀ ଓ ଜନସାଧାରଣଙ୍କ ଚିନ୍ତାଧାରାକୁ ପାଠକ-ପାଠକଙ୍କ ନିକଟରେ ପହଞ୍ଚାଇବା ସକାଶେ ଧରିତ୍ରୀର ପ୍ରୟାସ) bbox=[8, 1496, 336, 1523]
sign-prediction: ଭାଗ୍ୟବଳରେ ଶୁଭ କାର୍ଯ୍ୟ ସମ୍ପନ୍ନ ହେବ। ଆଲୋଚନା ଦ୍ୱାରା ସମସ୍ୟା ସମାଧାନ ହେବ। ନୂଆ ସମ୍ପର୍କ ତିଆରି ହେବ। bbox=[1222, 1915, 1458, 1942]
event-item: • ବାରିପଦା, ସମୟ: ସନ୍ଧ୍ୟା ୭ଟା bbox=[235, 165, 432, 180]
